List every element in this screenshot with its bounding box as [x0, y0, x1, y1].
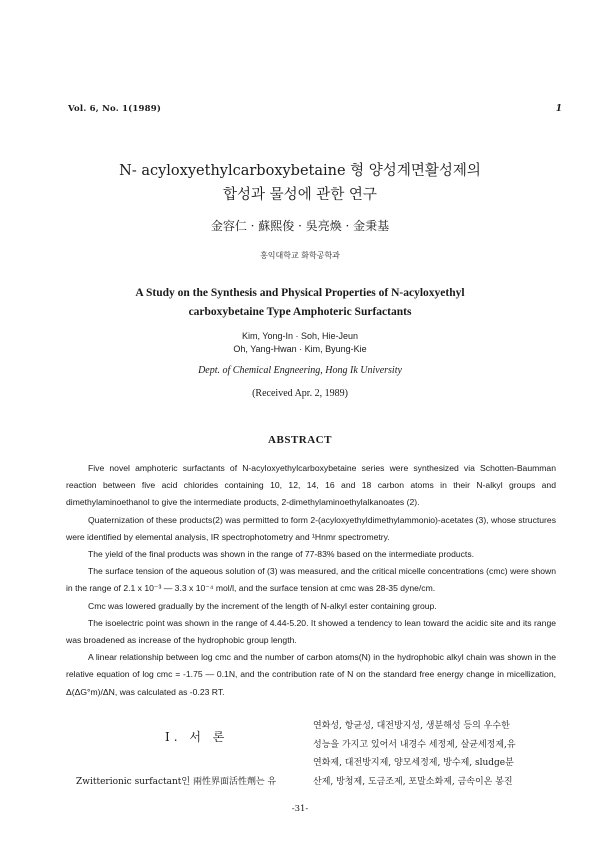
section-heading-introduction: I. 서 론 — [165, 730, 229, 744]
english-authors-line1: Kim, Yong-In · Soh, Hie-Jeun — [241, 331, 359, 341]
abstract-heading: ABSTRACT — [268, 434, 332, 446]
abstract-paragraph: A linear relationship between log cmc and the number of carbon atoms(N) in the hydrophobic alkyl chain was shown in the relative equation of log cmc = -1.75 — 0.1N, and the contribution rate of N on the standard free energy change in micellization, Δ(ΔG°m)/ΔN, was calculated as -0.23 RT. — [66, 652, 556, 697]
korean-title-line1: N- acyloxyethylcarboxybetaine 형 양성계면활성제의 — [119, 163, 481, 179]
body-line: 연화성, 항균성, 대전방지성, 생분해성 등의 우수한 — [313, 721, 510, 731]
korean-authors: 金容仁 · 蘇熙俊 · 吳亮煥 · 金秉基 — [210, 219, 390, 233]
abstract-paragraph: Five novel amphoteric surfactants of N-acyloxyethylcarboxybetaine series were synthesized via Schotten-Baumman reaction between five acid chlorides containing 10, 12, 14, 16 and 18 carbon atoms in their N-alkyl groups and dimethylaminoethanol to give the intermediate products, 2-dimethylaminoethylalkanoates (2). — [66, 463, 556, 508]
abstract-paragraph: The yield of the final products was shown in the range of 77-83% based on the intermediate products. — [88, 549, 474, 560]
english-title-line1: A Study on the Synthesis and Physical Properties of N-acyloxyethyl — [135, 287, 465, 299]
body-line: 산제, 방청제, 도금조제, 포말소화제, 금속이온 봉진 — [313, 776, 513, 787]
english-authors-line2: Oh, Yang-Hwan · Kim, Byung-Kie — [233, 344, 367, 354]
footer-page-number: -31- — [291, 804, 309, 814]
introduction-left-text: Zwitterionic surfactant인 兩性界面活性劑는 유 — [76, 777, 277, 787]
english-affiliation: Dept. of Chemical Engneering, Hong Ik University — [198, 365, 402, 376]
body-line: 성능을 가지고 있어서 내경수 세정제, 살균세정제,유 — [313, 739, 516, 750]
abstract-paragraph: Quaternization of these products(2) was permitted to form 2-(acyloxyethyldimethylammonio)-acetates (3), whose structures were identified by elemental analysis, IR spectrophotometry and ¹Hnmr spectrometry. — [66, 514, 556, 542]
english-title-line2: carboxybetaine Type Amphoteric Surfactants — [188, 306, 412, 318]
abstract-paragraph: The surface tension of the aqueous solution of (3) was measured, and the critical micelle concentrations (cmc) were shown in the range of 2.1 x 10⁻³ — 3.3 x 10⁻⁴ mol/l, and the surface tension at cmc was 28-35 dyne/cm. — [66, 566, 556, 594]
page-number: 1 — [555, 104, 562, 114]
introduction-right-column — [313, 717, 559, 791]
received-date: (Received Apr. 2, 1989) — [252, 388, 348, 399]
body-line: 연화제, 대전방지제, 양모세정제, 방수제, sludge분 — [313, 758, 514, 769]
volume-info: Vol. 6, No. 1(1989) — [68, 104, 162, 114]
abstract-body — [66, 460, 556, 701]
abstract-paragraph: The isoelectric point was shown in the range of 4.44-5.20. It showed a tendency to lean toward the acidic site and its range was broadened as increase of the hydrophobic group length. — [66, 617, 556, 646]
korean-affiliation: 홍익대학교 화학공학과 — [260, 251, 340, 260]
korean-title-line2: 합성과 물성에 관한 연구 — [223, 187, 377, 203]
abstract-paragraph: Cmc was lowered gradually by the increment of the length of N-alkyl ester containing group. — [88, 600, 437, 611]
